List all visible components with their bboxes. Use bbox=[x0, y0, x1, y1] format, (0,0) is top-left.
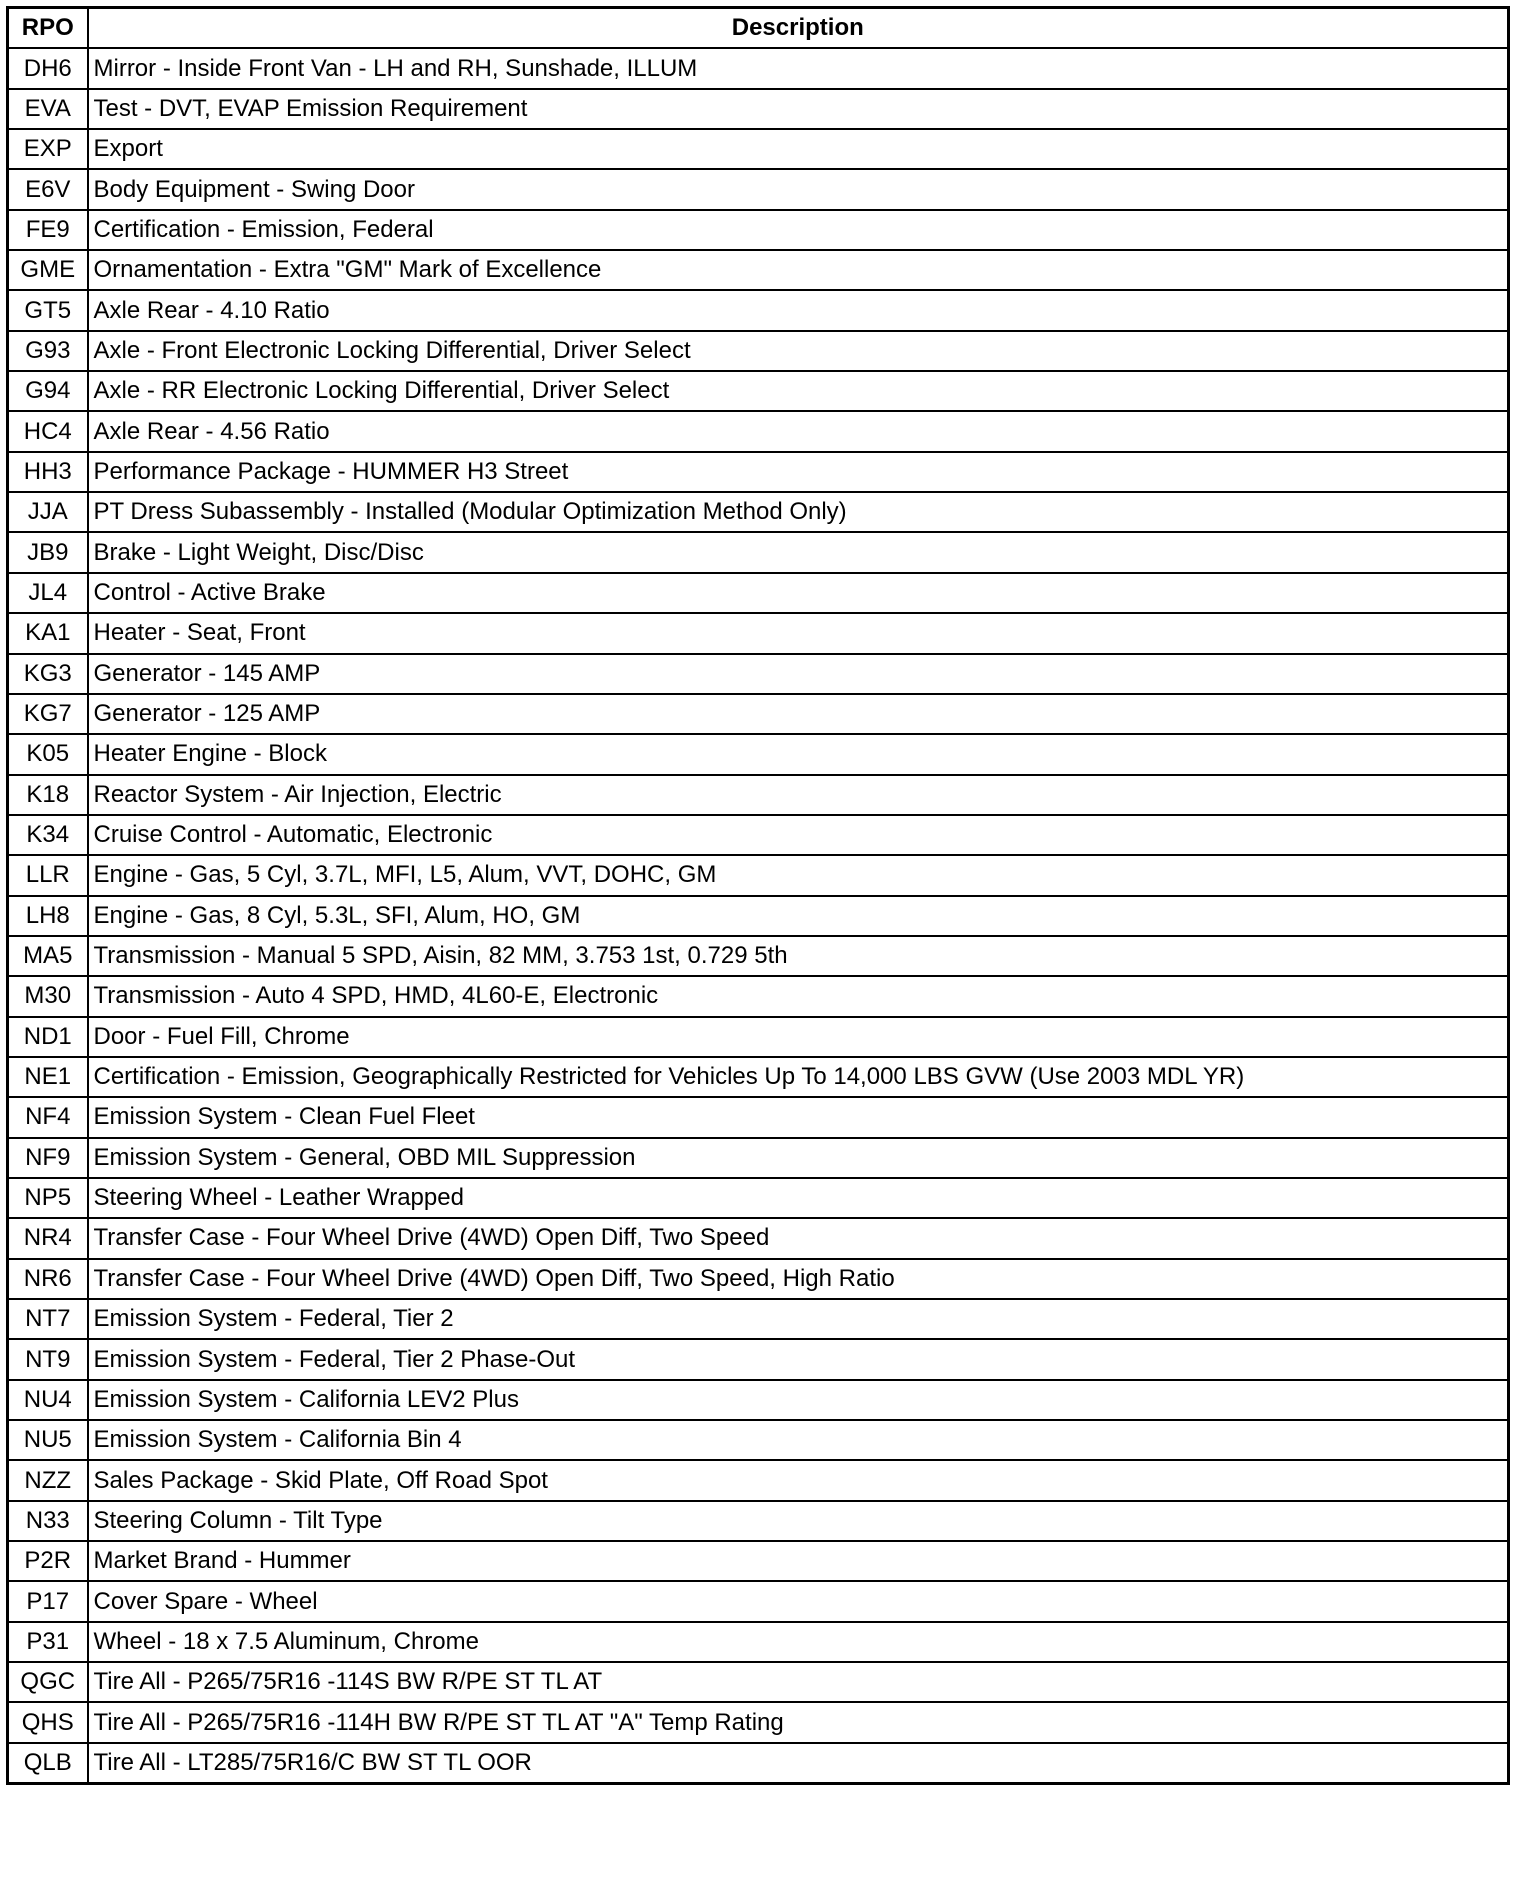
table-row bbox=[8, 1702, 1509, 1742]
table-row bbox=[8, 694, 1509, 734]
rpo-code-cell: G94 bbox=[8, 371, 88, 411]
rpo-code-cell: HH3 bbox=[8, 452, 88, 492]
description-cell: Emission System - General, OBD MIL Suppression bbox=[88, 1138, 1509, 1178]
rpo-code-cell: EVA bbox=[8, 89, 88, 129]
description-cell: Cover Spare - Wheel bbox=[88, 1581, 1509, 1621]
rpo-code-cell: K18 bbox=[8, 775, 88, 815]
rpo-code-cell: E6V bbox=[8, 169, 88, 209]
table-row bbox=[8, 89, 1509, 129]
description-cell: Export bbox=[88, 129, 1509, 169]
rpo-code-cell: DH6 bbox=[8, 48, 88, 88]
rpo-code-cell: M30 bbox=[8, 976, 88, 1016]
description-cell: Emission System - Clean Fuel Fleet bbox=[88, 1097, 1509, 1137]
description-cell: Reactor System - Air Injection, Electric bbox=[88, 775, 1509, 815]
table-row bbox=[8, 734, 1509, 774]
table-row bbox=[8, 1017, 1509, 1057]
rpo-code-cell: NF9 bbox=[8, 1138, 88, 1178]
table-row bbox=[8, 1541, 1509, 1581]
table-row bbox=[8, 855, 1509, 895]
description-cell: Door - Fuel Fill, Chrome bbox=[88, 1017, 1509, 1057]
description-cell: Heater - Seat, Front bbox=[88, 613, 1509, 653]
description-cell: Transfer Case - Four Wheel Drive (4WD) Open Diff, Two Speed, High Ratio bbox=[88, 1259, 1509, 1299]
description-cell: Transmission - Manual 5 SPD, Aisin, 82 MM, 3.753 1st, 0.729 5th bbox=[88, 936, 1509, 976]
description-cell: PT Dress Subassembly - Installed (Modular Optimization Method Only) bbox=[88, 492, 1509, 532]
table-header bbox=[8, 8, 1509, 49]
rpo-code-cell: JL4 bbox=[8, 573, 88, 613]
table-row bbox=[8, 613, 1509, 653]
description-cell: Emission System - Federal, Tier 2 Phase-Out bbox=[88, 1339, 1509, 1379]
table-row bbox=[8, 250, 1509, 290]
table-row bbox=[8, 532, 1509, 572]
description-cell: Tire All - LT285/75R16/C BW ST TL OOR bbox=[88, 1743, 1509, 1784]
table-row bbox=[8, 1581, 1509, 1621]
rpo-code-cell: EXP bbox=[8, 129, 88, 169]
rpo-code-cell: JB9 bbox=[8, 532, 88, 572]
description-cell: Generator - 145 AMP bbox=[88, 654, 1509, 694]
rpo-code-cell: NT9 bbox=[8, 1339, 88, 1379]
description-cell: Certification - Emission, Geographically Restricted for Vehicles Up To 14,000 LBS GVW (Use 2003 MDL YR) bbox=[88, 1057, 1509, 1097]
table-row bbox=[8, 976, 1509, 1016]
table-row bbox=[8, 48, 1509, 88]
description-cell: Axle - RR Electronic Locking Differential, Driver Select bbox=[88, 371, 1509, 411]
header-rpo: RPO bbox=[8, 8, 88, 49]
rpo-code-cell: NR4 bbox=[8, 1218, 88, 1258]
description-cell: Body Equipment - Swing Door bbox=[88, 169, 1509, 209]
description-cell: Test - DVT, EVAP Emission Requirement bbox=[88, 89, 1509, 129]
description-cell: Wheel - 18 x 7.5 Aluminum, Chrome bbox=[88, 1622, 1509, 1662]
description-cell: Cruise Control - Automatic, Electronic bbox=[88, 815, 1509, 855]
rpo-code-cell: NP5 bbox=[8, 1178, 88, 1218]
table-row bbox=[8, 896, 1509, 936]
description-cell: Tire All - P265/75R16 -114H BW R/PE ST TL AT "A" Temp Rating bbox=[88, 1702, 1509, 1742]
description-cell: Control - Active Brake bbox=[88, 573, 1509, 613]
table-row bbox=[8, 1662, 1509, 1702]
rpo-code-cell: QGC bbox=[8, 1662, 88, 1702]
description-cell: Certification - Emission, Federal bbox=[88, 210, 1509, 250]
rpo-code-cell: LH8 bbox=[8, 896, 88, 936]
description-cell: Transmission - Auto 4 SPD, HMD, 4L60-E, Electronic bbox=[88, 976, 1509, 1016]
description-cell: Brake - Light Weight, Disc/Disc bbox=[88, 532, 1509, 572]
rpo-code-cell: KA1 bbox=[8, 613, 88, 653]
table-row bbox=[8, 210, 1509, 250]
rpo-code-cell: QLB bbox=[8, 1743, 88, 1784]
rpo-table bbox=[6, 6, 1510, 1785]
rpo-code-cell: P31 bbox=[8, 1622, 88, 1662]
description-cell: Axle Rear - 4.56 Ratio bbox=[88, 411, 1509, 451]
description-cell: Heater Engine - Block bbox=[88, 734, 1509, 774]
rpo-code-cell: NR6 bbox=[8, 1259, 88, 1299]
rpo-code-cell: NF4 bbox=[8, 1097, 88, 1137]
rpo-code-cell: NE1 bbox=[8, 1057, 88, 1097]
table-row bbox=[8, 1501, 1509, 1541]
table-row bbox=[8, 371, 1509, 411]
description-cell: Steering Column - Tilt Type bbox=[88, 1501, 1509, 1541]
table-row bbox=[8, 331, 1509, 371]
table-row bbox=[8, 654, 1509, 694]
table-row bbox=[8, 1743, 1509, 1784]
description-cell: Engine - Gas, 8 Cyl, 5.3L, SFI, Alum, HO, GM bbox=[88, 896, 1509, 936]
table-row bbox=[8, 492, 1509, 532]
header-description: Description bbox=[88, 8, 1509, 49]
description-cell: Ornamentation - Extra "GM" Mark of Excellence bbox=[88, 250, 1509, 290]
table-row bbox=[8, 1097, 1509, 1137]
table-row bbox=[8, 1420, 1509, 1460]
table-row bbox=[8, 815, 1509, 855]
rpo-code-cell: FE9 bbox=[8, 210, 88, 250]
description-cell: Emission System - California LEV2 Plus bbox=[88, 1380, 1509, 1420]
rpo-code-cell: NU5 bbox=[8, 1420, 88, 1460]
table-row bbox=[8, 1057, 1509, 1097]
table-row bbox=[8, 1259, 1509, 1299]
table-row bbox=[8, 290, 1509, 330]
table-row bbox=[8, 1218, 1509, 1258]
description-cell: Transfer Case - Four Wheel Drive (4WD) Open Diff, Two Speed bbox=[88, 1218, 1509, 1258]
rpo-code-cell: LLR bbox=[8, 855, 88, 895]
description-cell: Emission System - Federal, Tier 2 bbox=[88, 1299, 1509, 1339]
description-cell: Axle - Front Electronic Locking Differential, Driver Select bbox=[88, 331, 1509, 371]
table-body bbox=[8, 48, 1509, 1783]
description-cell: Tire All - P265/75R16 -114S BW R/PE ST TL AT bbox=[88, 1662, 1509, 1702]
table-row bbox=[8, 1460, 1509, 1500]
table-row bbox=[8, 169, 1509, 209]
description-cell: Market Brand - Hummer bbox=[88, 1541, 1509, 1581]
rpo-code-cell: KG7 bbox=[8, 694, 88, 734]
rpo-code-cell: P17 bbox=[8, 1581, 88, 1621]
description-cell: Steering Wheel - Leather Wrapped bbox=[88, 1178, 1509, 1218]
description-cell: Sales Package - Skid Plate, Off Road Spot bbox=[88, 1460, 1509, 1500]
rpo-code-cell: GT5 bbox=[8, 290, 88, 330]
table-row bbox=[8, 1299, 1509, 1339]
rpo-code-cell: P2R bbox=[8, 1541, 88, 1581]
description-cell: Performance Package - HUMMER H3 Street bbox=[88, 452, 1509, 492]
table-row bbox=[8, 1339, 1509, 1379]
rpo-code-cell: QHS bbox=[8, 1702, 88, 1742]
rpo-code-cell: HC4 bbox=[8, 411, 88, 451]
header-row bbox=[8, 8, 1509, 49]
rpo-code-cell: N33 bbox=[8, 1501, 88, 1541]
table-row bbox=[8, 411, 1509, 451]
table-row bbox=[8, 1622, 1509, 1662]
rpo-code-cell: K05 bbox=[8, 734, 88, 774]
rpo-code-cell: GME bbox=[8, 250, 88, 290]
table-row bbox=[8, 775, 1509, 815]
description-cell: Generator - 125 AMP bbox=[88, 694, 1509, 734]
table-row bbox=[8, 129, 1509, 169]
rpo-code-cell: MA5 bbox=[8, 936, 88, 976]
rpo-code-cell: G93 bbox=[8, 331, 88, 371]
rpo-code-cell: K34 bbox=[8, 815, 88, 855]
rpo-code-cell: NT7 bbox=[8, 1299, 88, 1339]
table-row bbox=[8, 1178, 1509, 1218]
table-row bbox=[8, 452, 1509, 492]
table-row bbox=[8, 1138, 1509, 1178]
description-cell: Emission System - California Bin 4 bbox=[88, 1420, 1509, 1460]
description-cell: Mirror - Inside Front Van - LH and RH, Sunshade, ILLUM bbox=[88, 48, 1509, 88]
table-row bbox=[8, 936, 1509, 976]
rpo-code-cell: JJA bbox=[8, 492, 88, 532]
rpo-code-cell: NZZ bbox=[8, 1460, 88, 1500]
table-row bbox=[8, 573, 1509, 613]
rpo-code-cell: ND1 bbox=[8, 1017, 88, 1057]
description-cell: Engine - Gas, 5 Cyl, 3.7L, MFI, L5, Alum, VVT, DOHC, GM bbox=[88, 855, 1509, 895]
rpo-code-cell: KG3 bbox=[8, 654, 88, 694]
rpo-code-cell: NU4 bbox=[8, 1380, 88, 1420]
description-cell: Axle Rear - 4.10 Ratio bbox=[88, 290, 1509, 330]
table-row bbox=[8, 1380, 1509, 1420]
